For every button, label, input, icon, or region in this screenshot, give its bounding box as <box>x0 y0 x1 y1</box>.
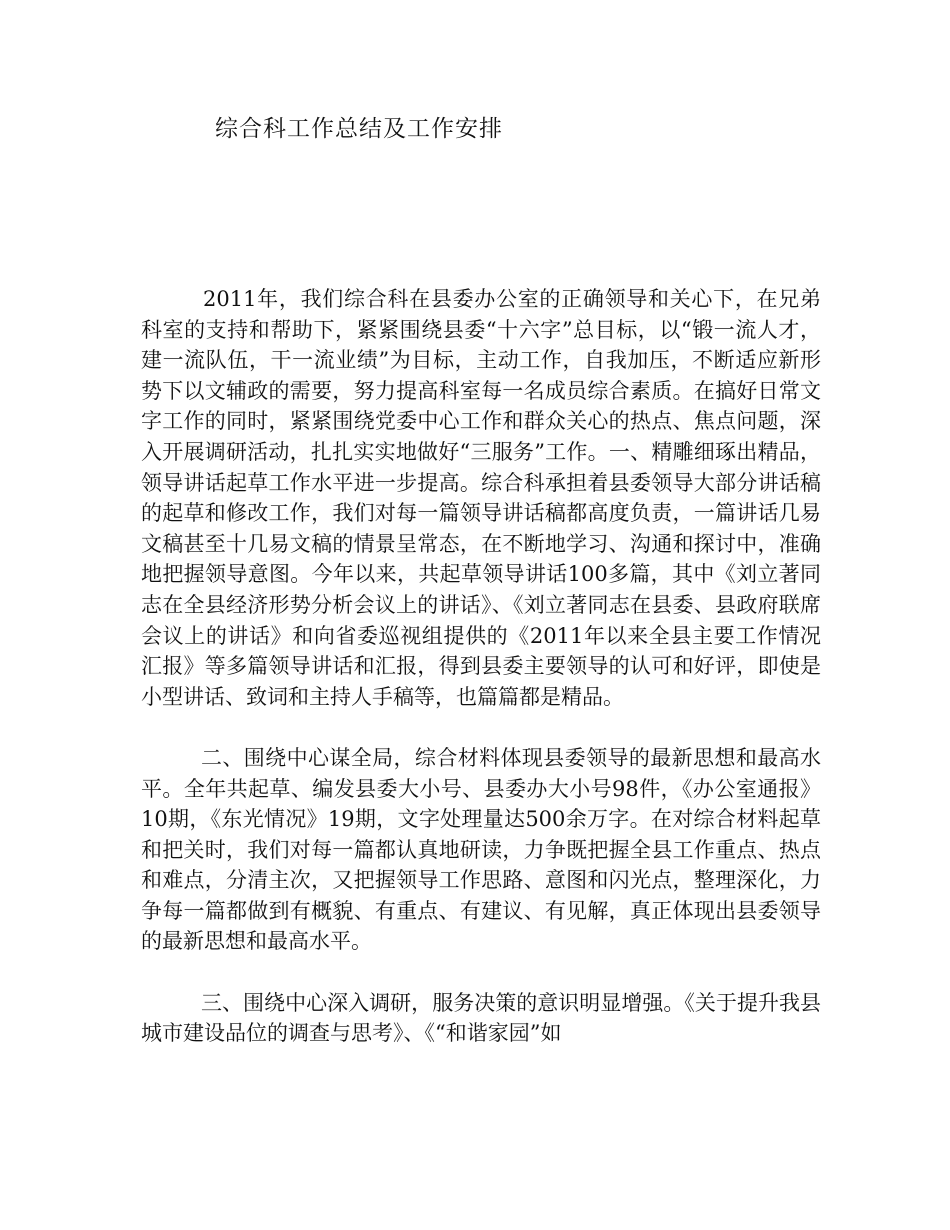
paragraph-2: 二、围绕中心谋全局，综合材料体现县委领导的最新思想和最高水平。全年共起草、编发县委大小号、县委办大小号98件，《办公室通报》10期，《东光情况》19期，文字处理量达500余万字。在对综合材料起草和把关时，我们对每一篇都认真地研读，力争既把握全县工作重点、热点和难点，分清主次，又把握领导工作思路、意图和闪光点，整理深化，力争每一篇都做到有概貌、有重点、有建议、有见解，真正体现出县委领导的最新思想和最高水平。 <box>141 745 821 954</box>
document-body <box>141 284 821 1049</box>
document-title: 综合科工作总结及工作安排 <box>215 116 503 142</box>
paragraph-spacer <box>141 957 821 988</box>
paragraph-1: 2011年，我们综合科在县委办公室的正确领导和关心下，在兄弟科室的支持和帮助下，紧紧围绕县委“十六字”总目标，以“锻一流人才，建一流队伍，干一流业绩”为目标，主动工作，自我加压，不断适应新形势下以文辅政的需要，努力提高科室每一名成员综合素质。在搞好日常文字工作的同时，紧紧围绕党委中心工作和群众关心的热点、焦点问题，深入开展调研活动，扎扎实实地做好“三服务”工作。一、精雕细琢出精品，领导讲话起草工作水平进一步提高。综合科承担着县委领导大部分讲话稿的起草和修改工作，我们对每一篇领导讲话稿都高度负责，一篇讲话几易文稿甚至十几易文稿的情景呈常态，在不断地学习、沟通和探讨中，准确地把握领导意图。今年以来，共起草领导讲话100多篇，其中《刘立著同志在全县经济形势分析会议上的讲话》、《刘立著同志在县委、县政府联席会议上的讲话》和向省委巡视组提供的《2011年以来全县主要工作情况汇报》等多篇领导讲话和汇报，得到县委主要领导的认可和好评，即使是小型讲话、致词和主持人手稿等，也篇篇都是精品。 <box>141 287 821 709</box>
paragraph-3: 三、围绕中心深入调研，服务决策的意识明显增强。《关于提升我县城市建设品位的调查与思考》、《“和谐家园”如 <box>141 990 821 1046</box>
paragraph-spacer <box>141 712 821 743</box>
